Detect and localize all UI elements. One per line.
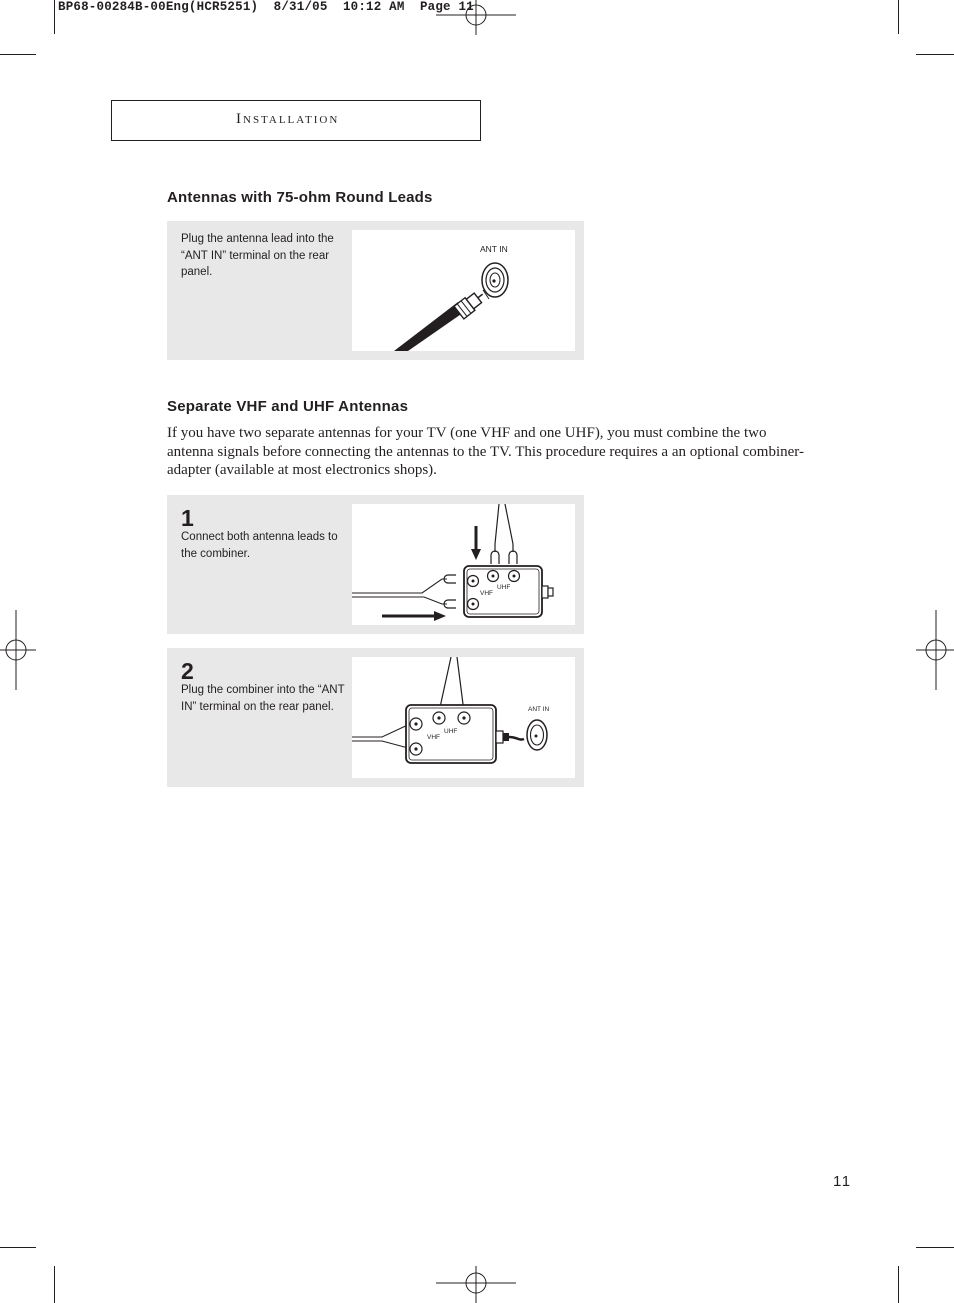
page-number: 11 [833,1173,852,1190]
instruction-75ohm: Plug the antenna lead into the “ANT IN” terminal on the rear panel. [181,233,334,278]
section-title: Installation [236,111,340,127]
step-1-text: Connect both antenna leads to the combiner. [181,531,338,560]
step-2-illustration [352,657,575,778]
step-2-number: 2 [181,658,194,684]
combiner-diagram [352,504,575,625]
registration-mark-bottom [436,1266,516,1303]
step-1-panel [167,495,584,634]
antenna-lead-diagram [352,230,575,351]
ant-in-label-2: ANT IN [528,706,550,713]
illustration-75ohm [352,230,575,351]
ant-in-label: ANT IN [480,244,508,254]
registration-mark-top [436,0,516,36]
step-2-panel [167,648,584,787]
print-slug: BP68-00284B-00Eng(HCR5251) 8/31/05 10:12 AM Page 11 [58,0,474,14]
step-2-text: Plug the combiner into the “ANT IN” terminal on the rear panel. [181,684,345,713]
heading-75ohm: Antennas with 75-ohm Round Leads [167,189,433,206]
step-1-illustration [352,504,575,625]
vhf-label: VHF [480,590,493,597]
heading-vhf-uhf: Separate VHF and UHF Antennas [167,398,409,415]
uhf-label-2: UHF [444,728,458,735]
registration-mark-left [0,610,36,690]
step-1-number: 1 [181,505,194,531]
uhf-label: UHF [497,584,511,591]
panel-75ohm [167,221,584,360]
vhf-uhf-paragraph: If you have two separate antennas for your TV (one VHF and one UHF), you must combine the two antenna signals before connecting the antennas to the TV. This procedure requires a an optional combiner-adapter (available at most electronics shops). [167,425,804,478]
combiner-to-ant-in-diagram [352,657,575,778]
registration-mark-right [916,610,954,690]
vhf-label-2: VHF [427,734,440,741]
